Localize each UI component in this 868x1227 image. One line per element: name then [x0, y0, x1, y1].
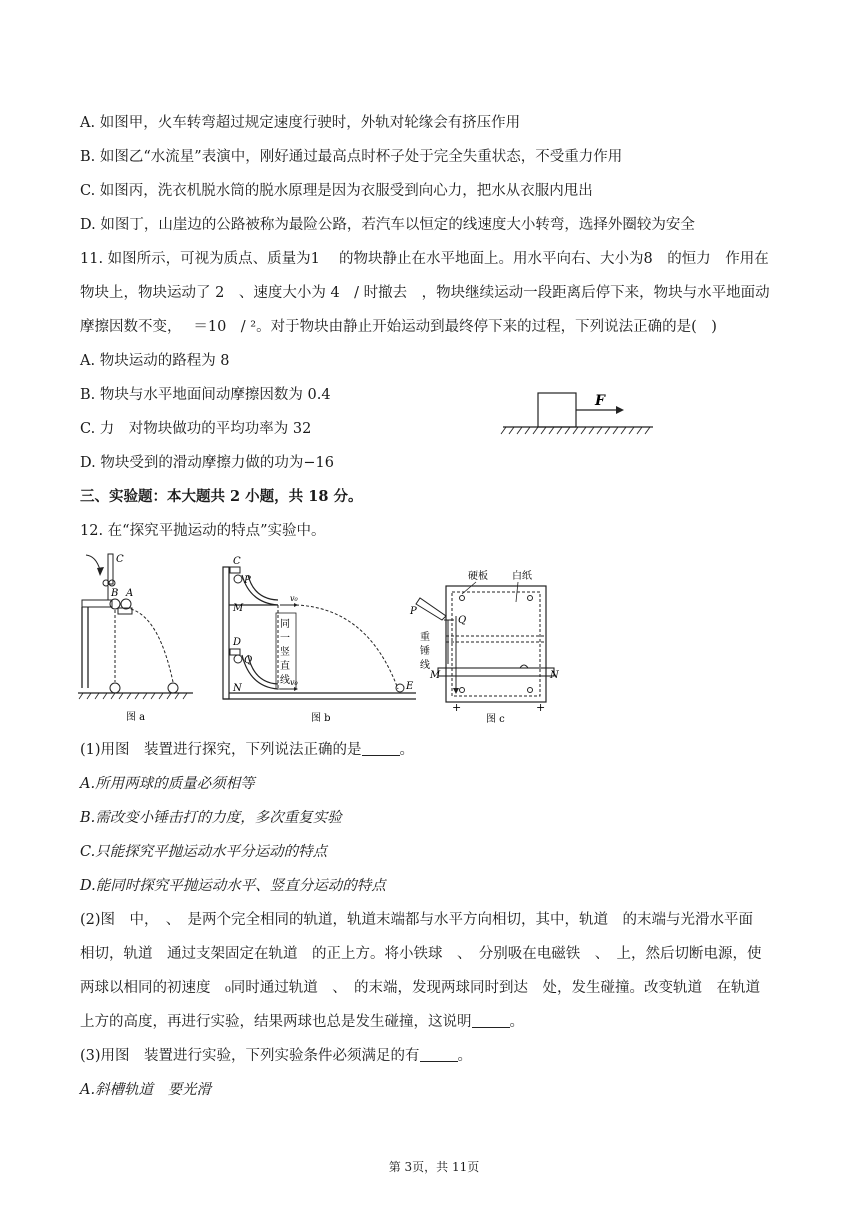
- figure-a: [78, 550, 198, 725]
- figure-b: [218, 553, 423, 725]
- q12-part1-option-b: B.需改变小锤击打的力度，多次重复实验: [80, 810, 342, 826]
- frame-pole: [223, 567, 229, 699]
- projectile-path: [126, 608, 173, 682]
- svg-text:+: +: [452, 701, 462, 714]
- hammer-arrow: [86, 555, 100, 570]
- figure-a-caption: 图 a: [126, 712, 146, 723]
- q12-part2-line3: 两球以相同的初速度 ₀同时通过轨道 、 的末端，发现两球同时到达 处，发生碰撞。改变轨道 在轨道: [80, 980, 761, 996]
- label-hard-board: 硬板: [468, 571, 488, 582]
- q11-option-b: B. 物块与水平地面间动摩擦因数为 0.4: [80, 387, 331, 403]
- ball-q: [234, 655, 242, 663]
- label-q: Q: [244, 655, 253, 666]
- q11-block-figure: [498, 388, 658, 438]
- label-n: N: [550, 670, 559, 681]
- q11-stem-line2: 物块上，物块运动了 2 、速度大小为 4 / 时撤去 ，物块继续运动一段距离后停下来，物块与水平地面动: [80, 285, 770, 301]
- answer-blank-3[interactable]: [420, 1047, 458, 1062]
- block: [538, 393, 576, 427]
- q10-option-d: D. 如图丁，山崖边的公路被称为最险公路，若汽车以恒定的线速度大小转弯，选择外圈较为安全: [80, 217, 695, 233]
- label-plumb-1: 重: [420, 632, 430, 643]
- force-arrow-head: [616, 406, 624, 414]
- q10-option-a: A. 如图甲，火车转弯超过规定速度行驶时，外轨对轮缘会有挤压作用: [80, 115, 521, 131]
- hard-board: [446, 586, 546, 702]
- vertical-text-2: 竖: [280, 647, 290, 658]
- vertical-text-3: 直: [280, 661, 290, 672]
- vertical-text-0: 同: [280, 619, 290, 630]
- label-c: C: [233, 556, 241, 567]
- label-p: P: [244, 575, 251, 586]
- q12-part2-end: 。: [509, 1014, 524, 1030]
- figure-b-caption: 图 b: [311, 713, 331, 724]
- horizontal-bar-mn: [438, 668, 554, 676]
- q12-part1: [80, 740, 414, 760]
- q12-part3-end: 。: [457, 1048, 473, 1064]
- section-3-header: 三、实验题：本大题共 2 小题，共 18 分。: [80, 488, 363, 505]
- q11-option-a: A. 物块运动的路程为 8: [80, 353, 230, 369]
- figure-c-caption: 图 c: [486, 714, 505, 725]
- white-paper: [452, 592, 540, 696]
- q12-stem: 12. 在“探究平抛运动的特点”实验中。: [80, 523, 326, 539]
- label-c: C: [116, 554, 124, 565]
- chute-p: [416, 598, 446, 620]
- answer-blank-2[interactable]: [472, 1013, 510, 1028]
- label-v0-upper: v₀: [290, 594, 298, 603]
- label-plumb-3: 线: [420, 660, 430, 671]
- q12-part1-end: 。: [399, 742, 415, 758]
- q11-stem-line1: 11. 如图所示，可视为质点、质量为1 的物块静止在水平地面上。用水平向右、大小为8 的恒力 作用在: [80, 251, 769, 267]
- q12-part3-option-a: A.斜槽轨道 要光滑: [80, 1082, 212, 1098]
- label-a: A: [126, 588, 134, 599]
- q12-part1-option-d: D.能同时探究平抛运动水平、竖直分运动的特点: [80, 878, 386, 894]
- vertical-text-4: 线: [280, 675, 290, 686]
- label-d: D: [233, 637, 242, 648]
- label-v0-lower: v₀: [290, 678, 298, 687]
- q12-part1-option-c: C.只能探究平抛运动水平分运动的特点: [80, 844, 328, 860]
- ground-hatching: [501, 427, 650, 434]
- q10-option-b: B. 如图乙“水流星”表演中，刚好通过最高点时杯子处于完全失重状态，不受重力作用: [80, 149, 623, 165]
- label-q: Q: [458, 615, 467, 626]
- q12-part3: [80, 1046, 472, 1066]
- q12-part3-text: (3)用图 装置进行实验，下列实验条件必须满足的有: [80, 1048, 420, 1064]
- label-e: E: [406, 681, 414, 692]
- svg-text:+: +: [536, 701, 546, 714]
- force-label: F: [595, 393, 605, 409]
- answer-blank-1[interactable]: [362, 741, 400, 756]
- label-m: M: [430, 670, 441, 681]
- label-p: P: [410, 606, 417, 617]
- hammer-handle: [108, 554, 113, 584]
- page-footer: 第 3页，共 11页: [388, 1160, 480, 1174]
- q12-part2-line4: [80, 1012, 524, 1032]
- label-n: N: [233, 683, 242, 694]
- q12-part2-line2: 相切，轨道 通过支架固定在轨道 的正上方。将小铁球 、 分别吸在电磁铁 、 上，然后切断电源，使: [80, 946, 762, 962]
- label-plumb-2: 锤: [420, 646, 430, 657]
- q11-option-d: D. 物块受到的滑动摩擦力做的功为−16: [80, 455, 334, 471]
- q12-part1-text: (1)用图 装置进行探究，下列说法正确的是: [80, 742, 362, 758]
- q11-stem-line3: 摩擦因数不变， ＝10 / ²。对于物块由静止开始运动到最终停下来的过程，下列说法正确的是( ): [80, 319, 717, 335]
- q12-part2-line4-text: 上方的高度，再进行实验，结果两球也总是发生碰撞，这说明: [80, 1014, 472, 1030]
- label-white-paper: 白纸: [512, 571, 532, 582]
- projectile-path: [296, 605, 398, 689]
- q10-option-c: C. 如图丙，洗衣机脱水筒的脱水原理是因为衣服受到向心力，把水从衣服内甩出: [80, 183, 593, 199]
- q12-part1-option-a: A.所用两球的质量必须相等: [80, 776, 255, 792]
- q11-option-c: C. 力 对物块做功的平均功率为 32: [80, 421, 312, 437]
- label-b: B: [111, 588, 119, 599]
- figure-c: [406, 568, 566, 725]
- q12-part2-line1: (2)图 中， 、 是两个完全相同的轨道，轨道末端都与水平方向相切，其中，轨道 的末端与光滑水平面: [80, 912, 754, 928]
- support-arm: [82, 600, 112, 607]
- label-m: M: [233, 603, 244, 614]
- ball-p: [234, 575, 242, 583]
- vertical-text-1: 一: [280, 633, 290, 644]
